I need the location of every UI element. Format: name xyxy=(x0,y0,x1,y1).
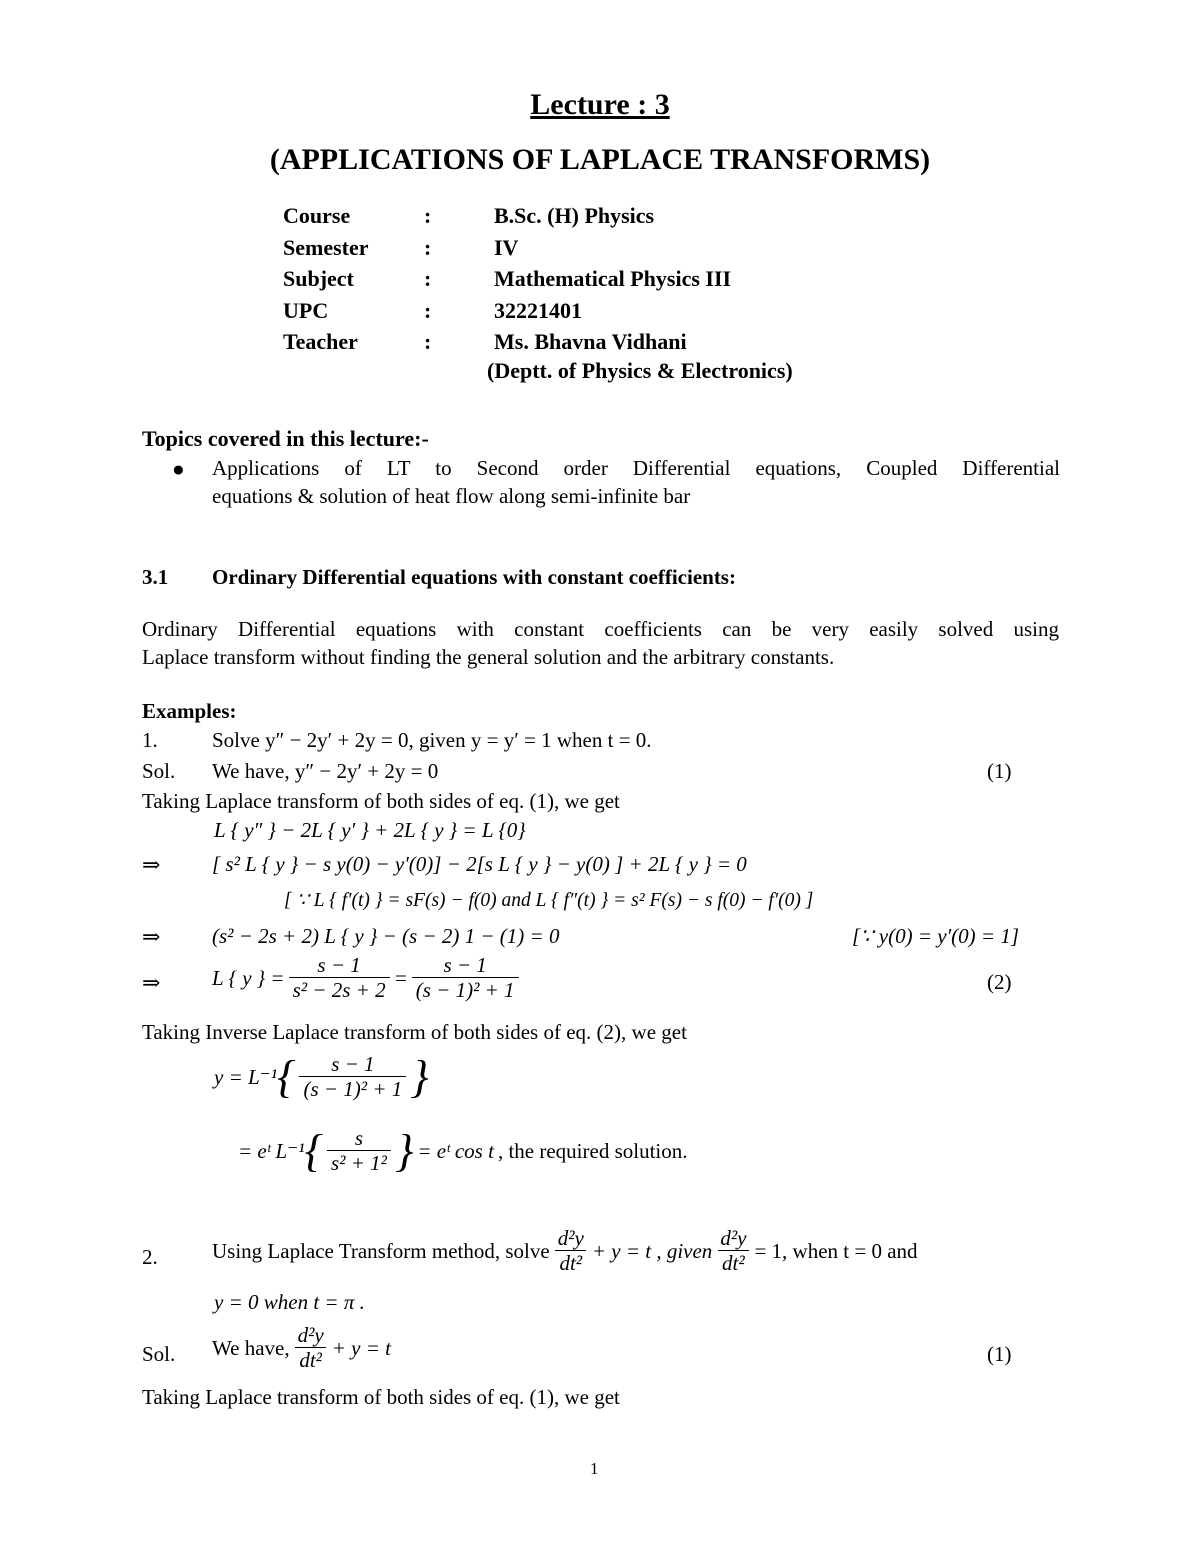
teacher-label: Teacher xyxy=(283,329,358,354)
separator: : xyxy=(424,234,432,260)
separator: : xyxy=(424,329,432,354)
math-line-1: L { y″ } − 2L { y′ } + 2L { y } = L {0} xyxy=(214,818,526,842)
fraction xyxy=(299,1052,406,1102)
topic-bullet-line1: Applications of LT to Second order Differential equations, Coupled Differential xyxy=(212,456,1060,480)
bullet-icon: ● xyxy=(172,457,185,481)
fraction-num: d²y xyxy=(720,1226,747,1250)
fraction xyxy=(289,953,390,1003)
fraction xyxy=(554,1226,588,1276)
upc-value: 32221401 xyxy=(494,297,582,323)
lecture-subtitle: (APPLICATIONS OF LAPLACE TRANSFORMS) xyxy=(269,143,931,176)
example2-text xyxy=(212,1226,918,1276)
section-para-line1: Ordinary Differential equations with constant coefficients can be very easily solved using xyxy=(142,617,1059,641)
course-value: B.Sc. (H) Physics xyxy=(494,203,655,228)
example2-number: 2. xyxy=(142,1245,158,1269)
ex2-text1: Using Laplace Transform method, solve xyxy=(212,1238,550,1263)
taking-laplace-1: Taking Laplace transform of both sides of eq. (1), we get xyxy=(142,789,620,813)
fraction-den: dt² xyxy=(718,1250,749,1276)
math-line-5 xyxy=(212,953,523,1003)
left-brace-icon: { xyxy=(304,1125,323,1177)
sol2-rhs: + y = t xyxy=(331,1335,391,1360)
fraction-num: s xyxy=(354,1126,364,1150)
fraction-den: dt² xyxy=(555,1250,586,1276)
fraction-den: (s − 1)² + 1 xyxy=(412,977,519,1003)
sol2-label: Sol. xyxy=(142,1342,176,1366)
section-para-line2: Laplace transform without finding the general solution and the arbitrary constants. xyxy=(142,645,835,669)
semester-label: Semester xyxy=(283,234,369,260)
example1-text: Solve y″ − 2y′ + 2y = 0, given y = y′ = 1 when t = 0. xyxy=(212,728,652,752)
left-brace-icon: { xyxy=(277,1051,296,1103)
eq1-tag: (1) xyxy=(987,759,1012,783)
sol2-text-label: We have, xyxy=(212,1335,290,1360)
math-line-2: [ s² L { y } − s y(0) − y′(0)] − 2[s L { y } − y(0) ] + 2L { y } = 0 xyxy=(212,852,747,876)
right-brace-icon: } xyxy=(394,1125,414,1177)
fraction xyxy=(412,953,519,1003)
math-line-3: [ ∵ L { f′(t) } = sF(s) − f(0) and L { f″(t) } = s² F(s) − s f(0) − f′(0) ] xyxy=(284,890,814,911)
fraction-num: d²y xyxy=(557,1226,584,1250)
fraction-num: s − 1 xyxy=(331,1052,375,1076)
section-number: 3.1 xyxy=(142,565,169,589)
fraction-den: s² + 1² xyxy=(327,1150,391,1176)
eq2-tag: (2) xyxy=(987,970,1012,994)
inv2-tail: , the required solution. xyxy=(497,1138,688,1163)
fraction-den: (s − 1)² + 1 xyxy=(299,1076,406,1102)
implies-arrow-icon: ⇒ xyxy=(142,970,161,995)
ex2-text3: = 1, when t = 0 and xyxy=(754,1238,918,1263)
separator: : xyxy=(424,297,432,323)
course-label: Course xyxy=(283,203,351,228)
ex2-text2: + y = t , given xyxy=(591,1238,713,1263)
fraction-num: s − 1 xyxy=(317,953,361,977)
upc-label: UPC xyxy=(283,297,329,323)
implies-arrow-icon: ⇒ xyxy=(142,924,161,949)
teacher-value: Ms. Bhavna Vidhani xyxy=(494,329,687,354)
fraction-den: s² − 2s + 2 xyxy=(289,977,390,1003)
implies-arrow-icon: ⇒ xyxy=(142,852,161,877)
course-info-values xyxy=(494,200,731,358)
section-title: Ordinary Differential equations with constant coefficients: xyxy=(212,565,736,589)
fraction-num: d²y xyxy=(297,1323,324,1347)
fraction-den: dt² xyxy=(295,1347,326,1373)
semester-value: IV xyxy=(494,234,519,260)
example1-number: 1. xyxy=(142,728,158,752)
subject-label: Subject xyxy=(283,266,354,291)
separator: : xyxy=(424,266,432,291)
topic-bullet-line2: equations & solution of heat flow along semi-infinite bar xyxy=(212,484,691,508)
example2-line2: y = 0 when t = π . xyxy=(214,1290,365,1314)
sol1-label: Sol. xyxy=(142,759,176,783)
l5-lhs: L { y } = xyxy=(212,965,285,990)
math-line-4: (s² − 2s + 2) L { y } − (s − 2) 1 − (1) = 0 xyxy=(212,924,560,948)
page-number: 1 xyxy=(590,1459,599,1478)
inverse-line-2 xyxy=(238,1126,688,1176)
inv2-lhs: = eᵗ L⁻¹ xyxy=(238,1138,305,1163)
eq1-tag-ex2: (1) xyxy=(987,1342,1012,1366)
topics-heading: Topics covered in this lecture:- xyxy=(142,426,429,451)
lecture-title: Lecture : 3 xyxy=(530,88,670,121)
separator: : xyxy=(424,203,432,228)
taking-laplace-3: Taking Laplace transform of both sides of eq. (1), we get xyxy=(142,1385,620,1409)
course-info-separators xyxy=(424,200,431,358)
department: (Deptt. of Physics & Electronics) xyxy=(487,358,793,383)
inverse-line-1 xyxy=(214,1052,429,1102)
fraction xyxy=(716,1226,750,1276)
fraction xyxy=(294,1323,328,1373)
right-brace-icon: } xyxy=(410,1051,429,1103)
sol2-text xyxy=(212,1323,391,1373)
subject-value: Mathematical Physics III xyxy=(494,266,732,291)
taking-inverse: Taking Inverse Laplace transform of both sides of eq. (2), we get xyxy=(142,1020,687,1044)
fraction xyxy=(327,1126,391,1176)
examples-heading: Examples: xyxy=(142,699,237,723)
course-info-labels xyxy=(283,200,369,358)
equals: = xyxy=(393,965,408,990)
inv1-lhs: y = L⁻¹ xyxy=(214,1064,278,1089)
fraction-num: s − 1 xyxy=(443,953,487,977)
inv2-rhs: = eᵗ cos t xyxy=(417,1138,494,1163)
sol1-text: We have, y″ − 2y′ + 2y = 0 xyxy=(212,759,439,783)
math-line-4-note: [∵ y(0) = y′(0) = 1] xyxy=(852,924,1020,948)
